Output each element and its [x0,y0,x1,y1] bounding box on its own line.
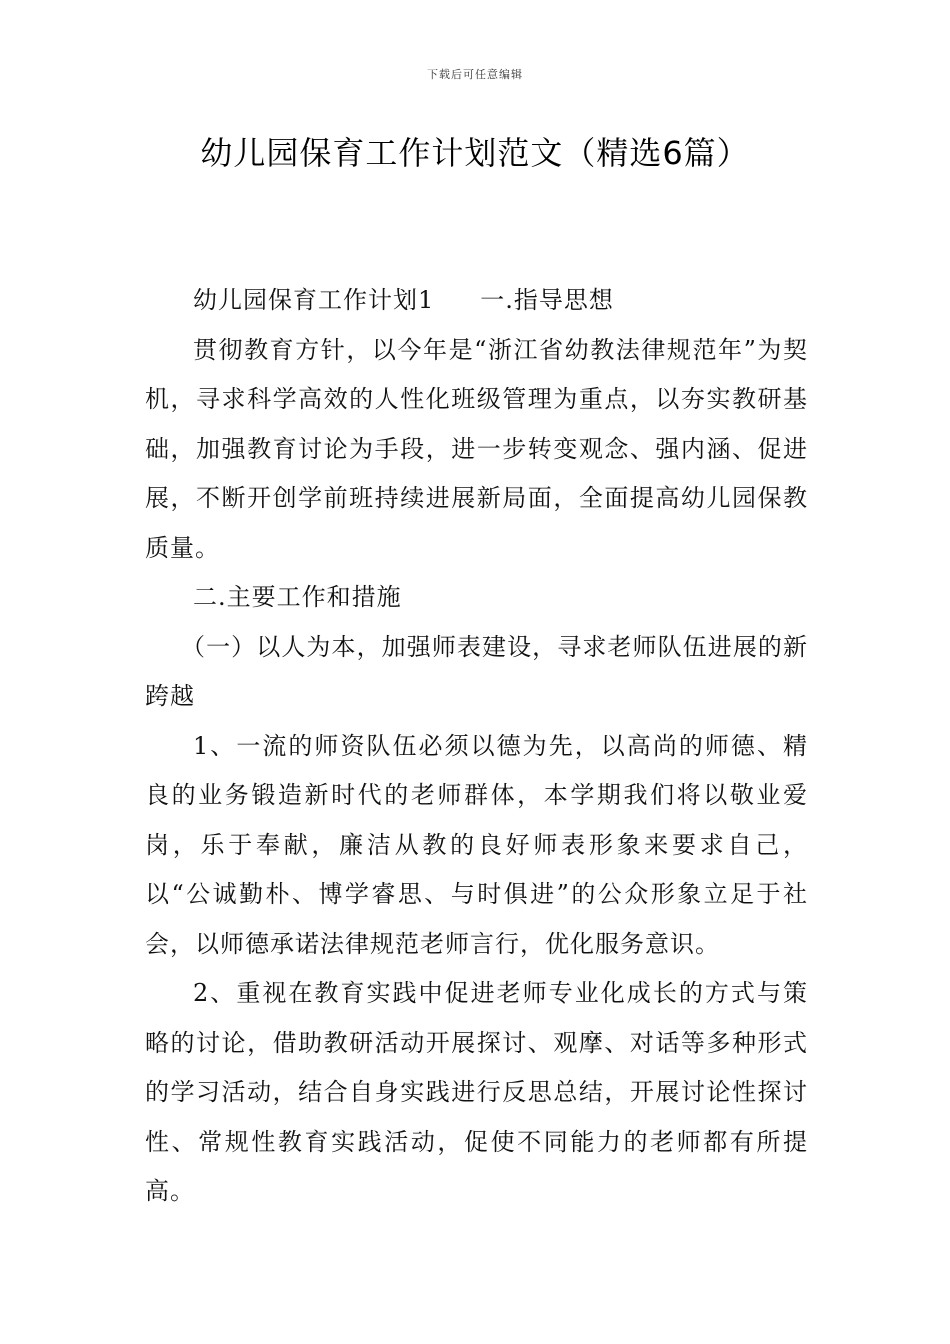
paragraph-guiding-ideology: 贯彻教育方针，以今年是“浙江省幼教法律规范年”为契机，寻求科学高效的人性化班级管理为重点，以夯实教研基础，加强教育讨论为手段，进一步转变观念、强内涵、促进展，不断开创学前班持续进展新局面，全面提高幼儿园保教质量。 [145,335,808,562]
header-note: 下载后可任意编辑 [427,68,523,81]
paragraph-item-2: 2、重视在教育实践中促进老师专业化成长的方式与策略的讨论，借助教研活动开展探讨、观摩、对话等多种形式的学习活动，结合自身实践进行反思总结，开展讨论性探讨性、常规性教育实践活动，促使不同能力的老师都有所提高。 [145,979,808,1205]
section-label: 幼儿园保育工作计划1 [193,286,435,314]
subheading-people-oriented: （一）以人为本，加强师表建设，寻求老师队伍进展的新跨越 [145,632,808,710]
document-body [145,276,808,1217]
document-title: 幼儿园保育工作计划范文（精选6篇） [200,134,750,172]
heading-main-work: 二.主要工作和措施 [193,583,402,611]
paragraph-item-1: 1、一流的师资队伍必须以德为先，以高尚的师德、精良的业务锻造新时代的老师群体，本学期我们将以敬业爱岗，乐于奉献，廉洁从教的良好师表形象来要求自己，以“公诚勤朴、博学睿思、与时俱进”的公众形象立足于社会，以师德承诺法律规范老师言行，优化服务意识。 [145,731,808,958]
section-heading-line [145,276,808,326]
heading-guiding-ideology: 一.指导思想 [480,286,614,314]
